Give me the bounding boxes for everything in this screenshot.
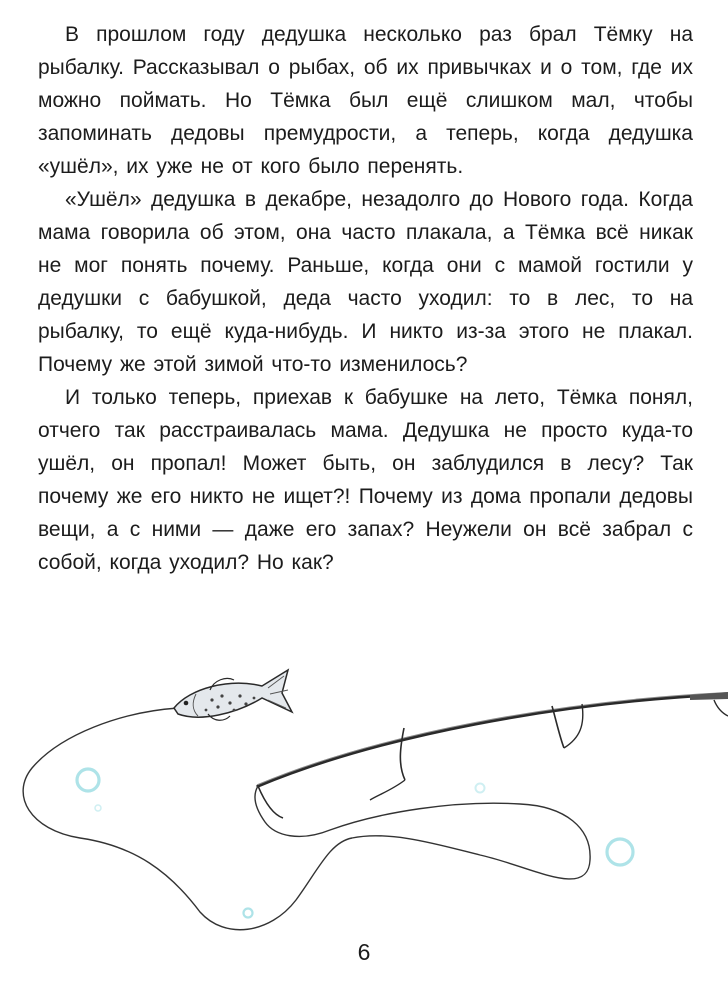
fishing-illustration [0, 650, 728, 940]
fishing-line [23, 708, 590, 930]
paragraph-3: И только теперь, приехав к бабушке на лето, Тёмка понял, отчего так расстраивалась мама. Дедушка не просто куда-то ушёл, он пропал! Может быть, он заблудился в лесу? Так почему же его никто не ищет?! Почему из дома пропали дедовы вещи, а с ними — даже его запах? Неужели он всё забрал с собой, когда уходил? Но как? [38, 386, 693, 574]
body-text [38, 18, 693, 579]
bubble-icon [77, 769, 633, 918]
paragraph-1: В прошлом году дедушка несколько раз брал Тёмку на рыбалку. Рассказывал о рыбах, об их привычках и о том, где их можно поймать. Но Тёмка был ещё слишком мал, чтобы запоминать дедовы премудрости, а теперь, когда дедушка «ушёл», их уже не от кого было перенять. [38, 23, 693, 178]
page-number: 6 [357, 939, 371, 965]
paragraph-2: «Ушёл» дедушка в декабре, незадолго до Нового года. Когда мама говорила об этом, она часто плакала, а Тёмка всё никак не мог понять почему. Раньше, когда они с мамой гостили у дедушки с бабушкой, деда часто уходил: то в лес, то на рыбалку, то ещё куда-нибудь. И никто из-за этого не плакал. Почему же этой зимой что-то изменилось? [38, 188, 693, 376]
fishing-rod-icon [258, 692, 728, 818]
fish-icon [174, 670, 292, 720]
